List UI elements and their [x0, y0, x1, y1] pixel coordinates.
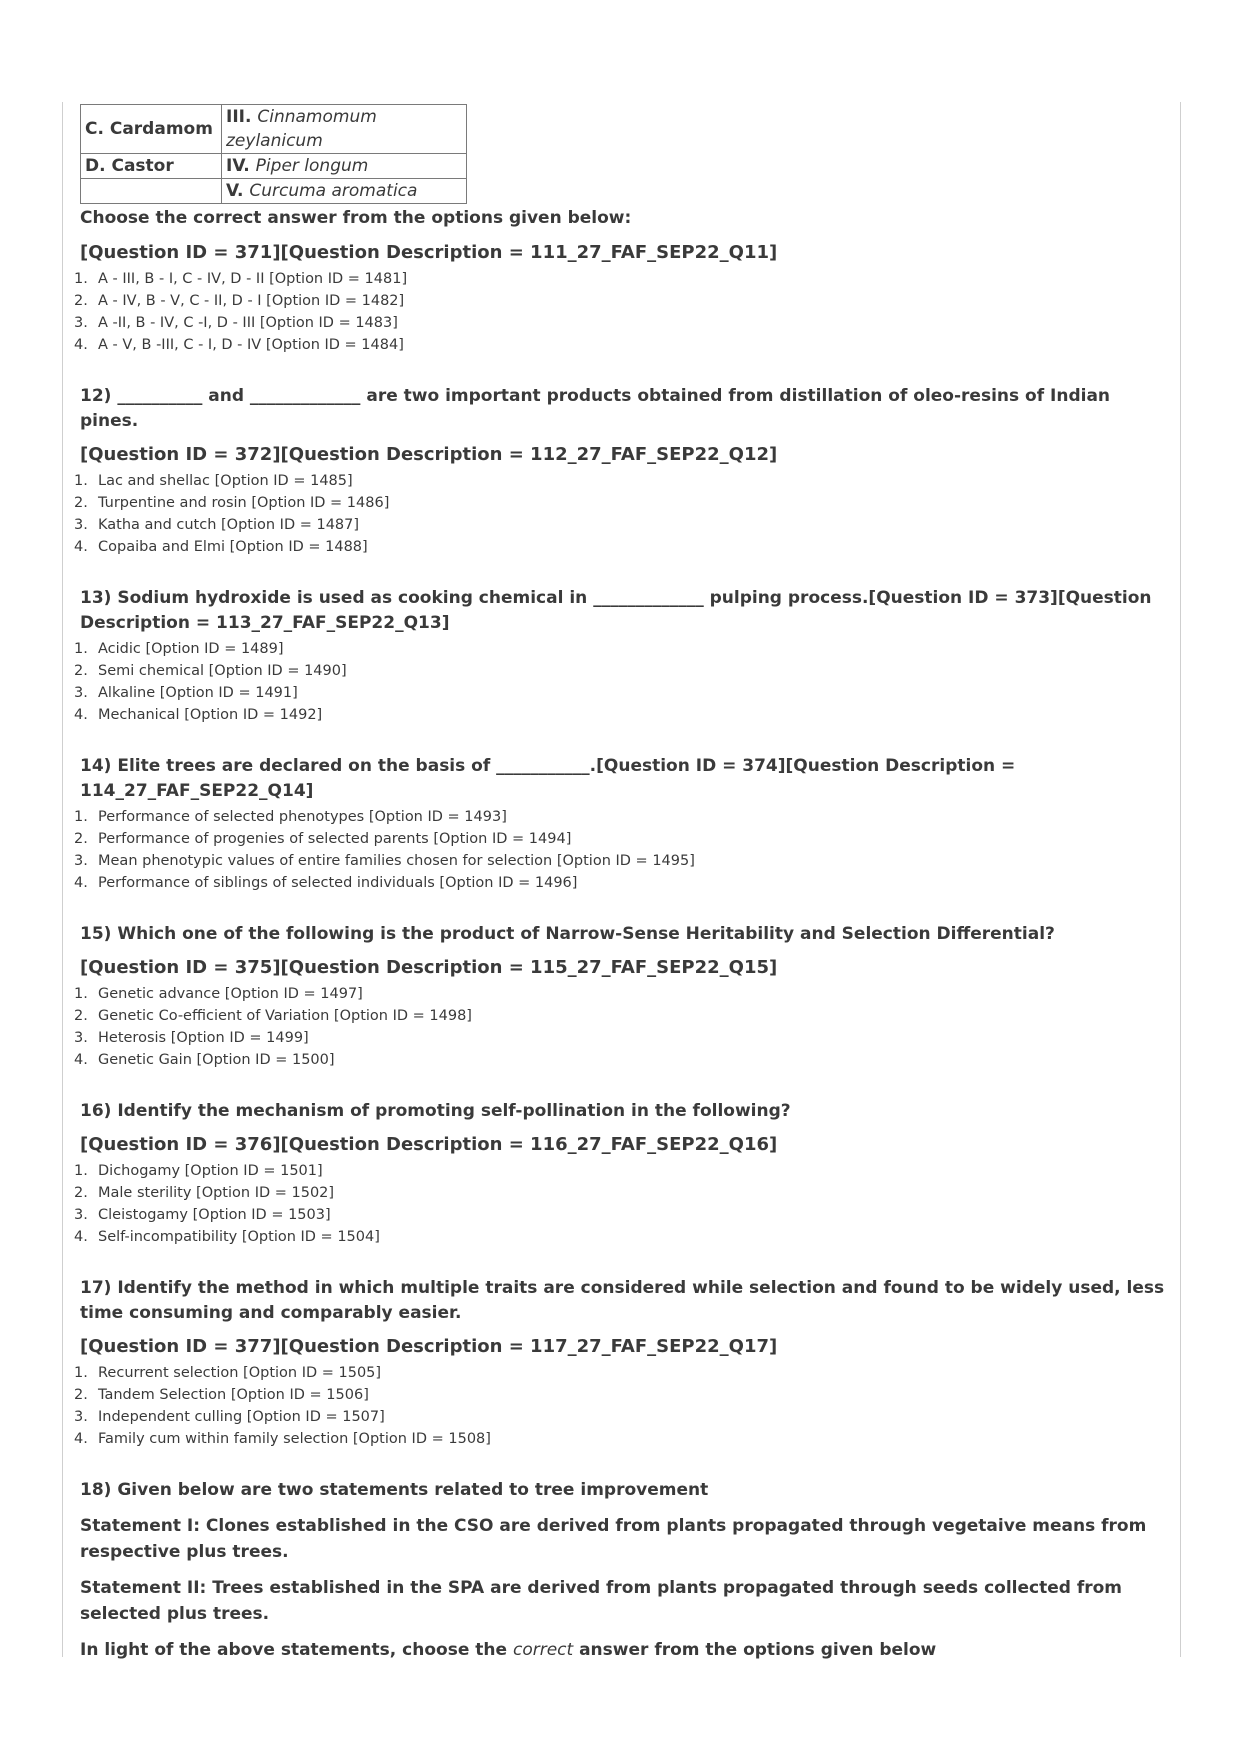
q13-options [74, 638, 1174, 726]
q16-text: 16) Identify the mechanism of promoting self-pollination in the following? [80, 1101, 791, 1121]
q18-instruction: In light of the above statements, choose the correct answer from the options given below [80, 1640, 937, 1660]
q17-text: 17) Identify the method in which multiple traits are considered while selection and found to be widely used, less time consuming and comparably easier. [80, 1278, 1165, 1323]
q17-meta: [Question ID = 377][Question Description = 117_27_FAF_SEP22_Q17] [80, 1336, 778, 1357]
page-border-right [1180, 102, 1181, 1657]
option[interactable]: 2. Performance of progenies of selected parents [Option ID = 1494] [74, 831, 572, 847]
option[interactable]: 4. Family cum within family selection [Option ID = 1508] [74, 1431, 491, 1447]
q12-text: 12) __________ and _____________ are two important products obtained from distillation of oleo-resins of Indian pines. [80, 386, 1111, 431]
option[interactable]: 3. Mean phenotypic values of entire families chosen for selection [Option ID = 1495] [74, 853, 695, 869]
option[interactable]: 2. A - IV, B - V, C - II, D - I [Option ID = 1482] [74, 293, 405, 309]
option[interactable]: 1. A - III, B - I, C - IV, D - II [Option ID = 1481] [74, 271, 408, 287]
match-col-a [81, 179, 222, 204]
q17-options [74, 1362, 1174, 1450]
option[interactable]: 2. Semi chemical [Option ID = 1490] [74, 663, 347, 679]
page-border-left [62, 102, 63, 1657]
match-table [80, 104, 467, 204]
option[interactable]: 4. Mechanical [Option ID = 1492] [74, 707, 323, 723]
option[interactable]: 2. Male sterility [Option ID = 1502] [74, 1185, 335, 1201]
option[interactable]: 3. Cleistogamy [Option ID = 1503] [74, 1207, 331, 1223]
option[interactable]: 3. Heterosis [Option ID = 1499] [74, 1030, 309, 1046]
match-row [81, 179, 467, 204]
option[interactable]: 3. A -II, B - IV, C -I, D - III [Option ID = 1483] [74, 315, 398, 331]
q18-statement-2: Statement II: Trees established in the SPA are derived from plants propagated through seeds collected from selected plus trees. [80, 1578, 1123, 1624]
option[interactable]: 4. Self-incompatibility [Option ID = 1504] [74, 1229, 380, 1245]
q11-options [74, 268, 1174, 356]
option[interactable]: 4. Genetic Gain [Option ID = 1500] [74, 1052, 335, 1068]
q11-meta: [Question ID = 371][Question Description = 111_27_FAF_SEP22_Q11] [80, 242, 778, 263]
option[interactable]: 4. Performance of siblings of selected individuals [Option ID = 1496] [74, 875, 578, 891]
q14-text: 14) Elite trees are declared on the basis of ___________.[Question ID = 374][Question Description = 114_27_FAF_SEP22_Q14] [80, 756, 1016, 801]
option[interactable]: 1. Acidic [Option ID = 1489] [74, 641, 284, 657]
match-col-a: D. Castor [81, 154, 222, 179]
option[interactable]: 2. Tandem Selection [Option ID = 1506] [74, 1387, 369, 1403]
q11-instruction: Choose the correct answer from the options given below: [80, 208, 632, 228]
option[interactable]: 1. Performance of selected phenotypes [Option ID = 1493] [74, 809, 507, 825]
q14-options [74, 806, 1174, 894]
option[interactable]: 3. Alkaline [Option ID = 1491] [74, 685, 298, 701]
q16-meta: [Question ID = 376][Question Description = 116_27_FAF_SEP22_Q16] [80, 1134, 778, 1155]
option[interactable]: 1. Recurrent selection [Option ID = 1505] [74, 1365, 382, 1381]
option[interactable]: 2. Turpentine and rosin [Option ID = 1486] [74, 495, 390, 511]
q15-options [74, 983, 1174, 1071]
match-col-b: III. Cinnamomum zeylanicum [222, 105, 467, 154]
option[interactable]: 3. Katha and cutch [Option ID = 1487] [74, 517, 360, 533]
option[interactable]: 2. Genetic Co-efficient of Variation [Option ID = 1498] [74, 1008, 472, 1024]
q15-meta: [Question ID = 375][Question Description = 115_27_FAF_SEP22_Q15] [80, 957, 778, 978]
option[interactable]: 4. A - V, B -III, C - I, D - IV [Option ID = 1484] [74, 337, 404, 353]
q15-text: 15) Which one of the following is the product of Narrow-Sense Heritability and Selection Differential? [80, 924, 1055, 944]
match-col-b: V. Curcuma aromatica [222, 179, 467, 204]
q12-options [74, 470, 1174, 558]
option[interactable]: 4. Copaiba and Elmi [Option ID = 1488] [74, 539, 368, 555]
option[interactable]: 1. Lac and shellac [Option ID = 1485] [74, 473, 353, 489]
option[interactable]: 1. Dichogamy [Option ID = 1501] [74, 1163, 323, 1179]
match-row [81, 154, 467, 179]
match-col-a: C. Cardamom [81, 105, 222, 154]
option[interactable]: 3. Independent culling [Option ID = 1507] [74, 1409, 385, 1425]
match-row [81, 105, 467, 154]
match-col-b: IV. Piper longum [222, 154, 467, 179]
q18-text: 18) Given below are two statements related to tree improvement [80, 1480, 709, 1500]
q16-options [74, 1160, 1174, 1248]
question-paper [74, 104, 1174, 1663]
q13-text: 13) Sodium hydroxide is used as cooking chemical in _____________ pulping process.[Question ID = 373][Question Description = 113_27_FAF_SEP22_Q13] [80, 588, 1152, 633]
option[interactable]: 1. Genetic advance [Option ID = 1497] [74, 986, 363, 1002]
q18-statement-1: Statement I: Clones established in the CSO are derived from plants propagated through vegetaive means from respective plus trees. [80, 1516, 1147, 1562]
q12-meta: [Question ID = 372][Question Description = 112_27_FAF_SEP22_Q12] [80, 444, 778, 465]
